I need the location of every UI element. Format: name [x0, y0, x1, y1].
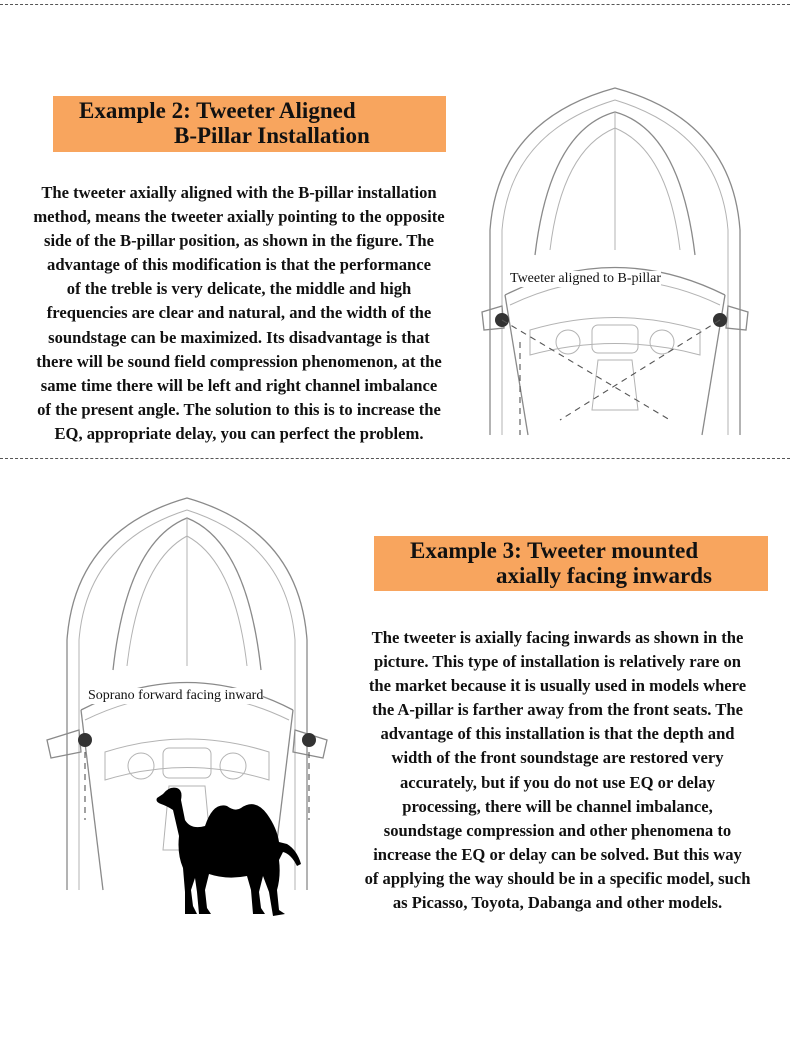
example2-title-line1: Example 2: Tweeter Aligned: [79, 98, 356, 123]
p3-line: advantage of this installation is that the depth and: [380, 724, 735, 744]
p2-line: frequencies are clear and natural, and the width of the: [46, 303, 432, 323]
example3-title-line2: axially facing inwards: [496, 563, 712, 588]
p3-line: processing, there will be channel imbalance,: [402, 796, 713, 816]
p3-line: of applying the way should be in a specific model, such: [364, 868, 751, 888]
example3-car-label: Soprano forward facing inward: [88, 688, 264, 703]
top-divider: [0, 4, 790, 5]
p3-line: as Picasso, Toyota, Dabanga and other models.: [392, 893, 723, 913]
p2-line: soundstage can be maximized. Its disadvantage is that: [48, 327, 430, 347]
p3-line: picture. This type of installation is relatively rare on: [373, 652, 742, 672]
p3-line: the market because it is usually used in models where: [368, 676, 747, 696]
example2-paragraph: [0, 181, 478, 446]
example3-paragraph: [330, 626, 785, 915]
p3-line: the A-pillar is farther away from the front seats. The: [372, 700, 743, 720]
p3-line: accurately, but if you do not use EQ or delay: [400, 772, 715, 792]
p2-line: The tweeter axially aligned with the B-pillar installation: [41, 183, 437, 202]
p3-line: width of the front soundstage are restored very: [391, 748, 724, 768]
car-top-view-icon: [480, 80, 750, 440]
tweeter-icon: [78, 733, 92, 747]
p2-line: same time there will be left and right channel imbalance: [40, 375, 438, 395]
p2-line: of the treble is very delicate, the middle and high: [66, 279, 412, 299]
example2-title-line2: B-Pillar Installation: [174, 123, 370, 148]
example3-title-banner: [374, 536, 768, 591]
p3-line: The tweeter is axially facing inwards as shown in the: [371, 628, 744, 647]
p2-line: EQ, appropriate delay, you can perfect the problem.: [54, 423, 424, 443]
example2-car-label: Tweeter aligned to B-pillar: [510, 271, 662, 286]
p3-line: soundstage compression and other phenomena to: [383, 820, 732, 840]
example2-title-banner: [53, 96, 446, 152]
p2-line: there will be sound field compression phenomenon, at the: [36, 351, 442, 371]
p2-line: method, means the tweeter axially pointing to the opposite: [33, 207, 445, 227]
section-divider: [0, 458, 790, 459]
p3-line: increase the EQ or delay can be solved. But this way: [373, 844, 742, 864]
p2-line: advantage of this modification is that the performance: [47, 255, 431, 275]
p2-line: side of the B-pillar position, as shown in the figure. The: [43, 231, 435, 251]
tweeter-icon: [302, 733, 316, 747]
camel-icon: [155, 780, 305, 920]
p2-line: of the present angle. The solution to this is to increase the: [37, 399, 441, 419]
example3-title-line1: Example 3: Tweeter mounted: [410, 538, 699, 563]
